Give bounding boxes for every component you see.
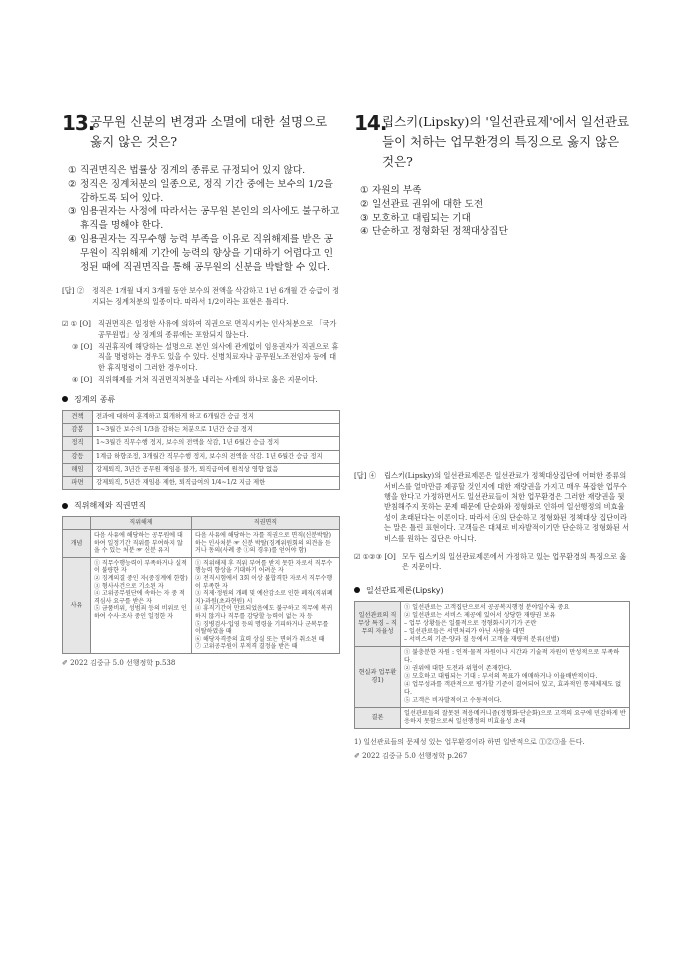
q14-reference: ✐ 2022 김중규 5.0 선행정학 p.267	[354, 751, 468, 760]
q13-choice-4: ④ 임용권자는 직무수행 능력 부족을 이유로 직위해제를 받은 공무원이 직위해제 기간에 능력의 향상을 기대하기 어렵다고 인정된 때에 직권면직을 통해 공무원의 신분을 박탈할 수 있다.	[68, 233, 334, 273]
bullet-icon	[62, 396, 68, 402]
q14-choice-2: ② 일선관료 권위에 대한 도전	[360, 198, 484, 210]
q14-number: 14.	[354, 111, 387, 135]
q14-answer-text: 립스키(Lipsky)의 일선관료제론은 일선관료가 정책대상집단에 어떠한 종류의 서비스를 얼마만큼 제공할 것인지에 대한 재량권을 가지고 매우 복잡한 업무수행을 한다고 가정하면서도 일선관료들이 처한 업무환경은 그러한 재량권을 뒷받침해주지 못하는 문제 때문에 단순화와 정형화로 인하여 일선행정의 비효율성이 초래된다는 이론이다. 따라서 ④의 단순하고 정형화된 정책대상 집단이라는 말은 틀린 표현이다. 고객들은 대체로 비자발적이기만 단순하고 정형화된 서비스를 원하는 집단은 아니다.	[384, 471, 630, 543]
q13-answer-label: [답] ②	[62, 286, 85, 296]
q13-reference: ✐ 2022 김중규 5.0 선행정학 p.538	[62, 658, 176, 667]
q13-choice-1: ① 직권면직은 법률상 징계의 종류로 규정되어 있지 않다.	[68, 165, 306, 176]
q13-notes: ☑ ① [O] 직권면직은 일정한 사유에 의하여 직권으로 면직시키는 인사처분으로 「국가공무원법」상 징계의 종류에는 포함되지 않는다. ③ [O] 직권휴직에 해당하는 설명으로 본인 의사에 관계없이 임용권자가 직권으로 휴직을 명령하는 경우도 있을 수 있다. 신병치료자나 공무원노조전임자 등에 대한 휴직명령이 그러한 경우이다. ④ [O] 직위해제를 거쳐 직권면직처분을 내리는 사례의 하나로 옳은 지문이다.	[62, 319, 339, 385]
q13-question: 공무원 신분의 변경과 소멸에 대한 설명으로 옳지 않은 것은?	[90, 114, 328, 149]
discipline-table: 견책 전과에 대하여 훈계하고 회개하게 하고 6개월간 승급 정지 감봉 1~3월간 보수의 1/3을 감하는 처분으로 1년간 승급 정지 정직 1~3월간 직무수행 정지, 보수의 전액을 삭감, 1년 6월간 승급 정지 강등 1계급 하향조정, 3개월간 직무수행 정지, 보수의 전액을 삭감. 1년 6월간 승급 정지 해임 강제퇴직, 3년간 공무원 재임용 불가, 퇴직급여에 원칙상 영향 없음 파면 강제퇴직, 5년간 재임용 제한, 퇴직급여의 1/4~1/2 지급 제한	[62, 410, 340, 491]
q14-choice-1: ① 자원의 부족	[360, 185, 422, 196]
street-level-table: 일선관료의 직무상 특징 – 직무의 자율성 ① 일선관료는 고객집단으로서 공공복지행정 분야일수록 중요 ② 일선관료는 서비스 제공에 있어서 상당한 재량권 보유 – 업무 상황들은 일률적으로 정형화시키기가 곤란 – 일선관료들은 서면처리가 아닌 사람을 대면 – 서비스의 기준·양과 질 등에서 고객을 재량적 분류(선별) 현실과 업무환경1) ① 불충분한 자원 : 인적·물적 자원이나 시간과 기술적 자원이 만성적으로 부족하다. ② 권위에 대한 도전과 위협이 존재한다. ③ 모호하고 대립되는 기대 : 부서의 목표가 애매하거나 이율배반적이다. ④ 업무성과를 객관적으로 평가할 기준이 결여되어 있고, 효과적인 통제체제도 없다. ⑤ 고객은 비자발적이고 수동적이다. 결론 일선관료들의 잘못된 적응메커니즘(정형화·단순화)으로 고객의 요구에 민감하게 반응하지 못함으로써 일선행정의 비효율성 초래	[354, 601, 630, 729]
q14-footnote: 1) 일선관료들의 문제성 있는 업무환경이라 하면 일반적으로 ①②③을 든다.	[354, 737, 585, 746]
q14-question: 립스키(Lipsky)의 '일선관료제'에서 일선관료들이 처하는 업무환경의 특징으로 옳지 않은 것은?	[382, 114, 630, 169]
q13-choice-3: ③ 임용권자는 사정에 따라서는 공무원 본인의 의사에도 불구하고 휴직을 명해야 한다.	[68, 206, 340, 232]
question-14	[354, 112, 630, 761]
q13-table2-title: 직위해제와 직권면직	[62, 500, 340, 511]
q14-header	[354, 112, 630, 172]
q14-note: ☑ ①②③ [O] 모두 립스키의 일선관료제론에서 가정하고 있는 업무환경의 특징으로 옳은 지문이다.	[354, 552, 627, 572]
position-table: 직위해제 직권면직 개념 다음 사유에 해당하는 공무원에 대하여 일정기간 직위를 부여하지 않을 수 있는 처분 ☞ 신분 유지 다음 사유에 해당하는 자를 직권으로 면직(신분박탈)하는 인사처분 ☞ 신분 박탈(징계위원회의 의견을 듣거나 동의(사례 중 ①의 경우)를 얻어야 함) 사유 ① 직무수행능력이 부족하거나 실적이 불량한 자 ② 징계의결 중인 자(중징계에 한함) ③ 형사사건으로 기소된 자 ④ 고위공무원단에 속하는 자 중 적격심사 요구를 받은 자 ⑤ 금품비위, 성범죄 등의 비위로 인하여 수사·조사 중인 일정한 자 ① 직위해제 후 직위 부여를 받지 못한 자로서 직무수행능력 향상을 기대하기 어려운 자 ② 전직시험에서 3회 이상 불합격한 자로서 직무수행이 부족한 자 ③ 직제·정원의 개폐 및 예산감소로 인한 폐직(직위폐지)·과원(초과현원) 시 ④ 휴직기간이 만료되었음에도 불구하고 직무에 복귀하지 않거나 직무를 감당할 능력이 없는 자 등 ⑤ 징병검사·입영 등의 명령을 기피하거나 군복무를 이탈하였을 때 ⑥ 해당자격증의 효력 상실 또는 면허가 취소된 때 ⑦ 고위공무원이 부적격 결정을 받은 때	[62, 516, 340, 654]
q13-choices	[62, 164, 340, 274]
q14-choices	[354, 184, 630, 239]
q14-answer-label: [답] ④	[354, 471, 377, 481]
q14-table-title: 일선관료제론(Lipsky)	[354, 585, 630, 596]
q14-choice-4: ④ 단순하고 정형화된 정책대상집단	[360, 226, 508, 238]
q13-answer-text: 정직은 1개월 내지 3개월 동안 보수의 전액을 삭감하고 1년 6개월 간 승급이 정지되는 징계처분의 일종이다. 따라서 1/2이라는 표현은 틀리다.	[92, 286, 340, 306]
q13-number: 13.	[62, 111, 95, 135]
bullet-icon	[62, 503, 68, 509]
q13-table1-title: 징계의 종류	[62, 394, 340, 405]
q13-answer	[62, 286, 340, 307]
bullet-icon	[354, 587, 360, 593]
q14-answer	[354, 471, 630, 544]
question-13	[62, 112, 340, 668]
q13-choice-2: ② 정직은 징계처분의 일종으로, 정직 기간 중에는 보수의 1/2을 감하도록 되어 있다.	[68, 178, 333, 204]
q14-choice-3: ③ 모호하고 대립되는 기대	[360, 212, 471, 224]
q13-header	[62, 112, 340, 152]
